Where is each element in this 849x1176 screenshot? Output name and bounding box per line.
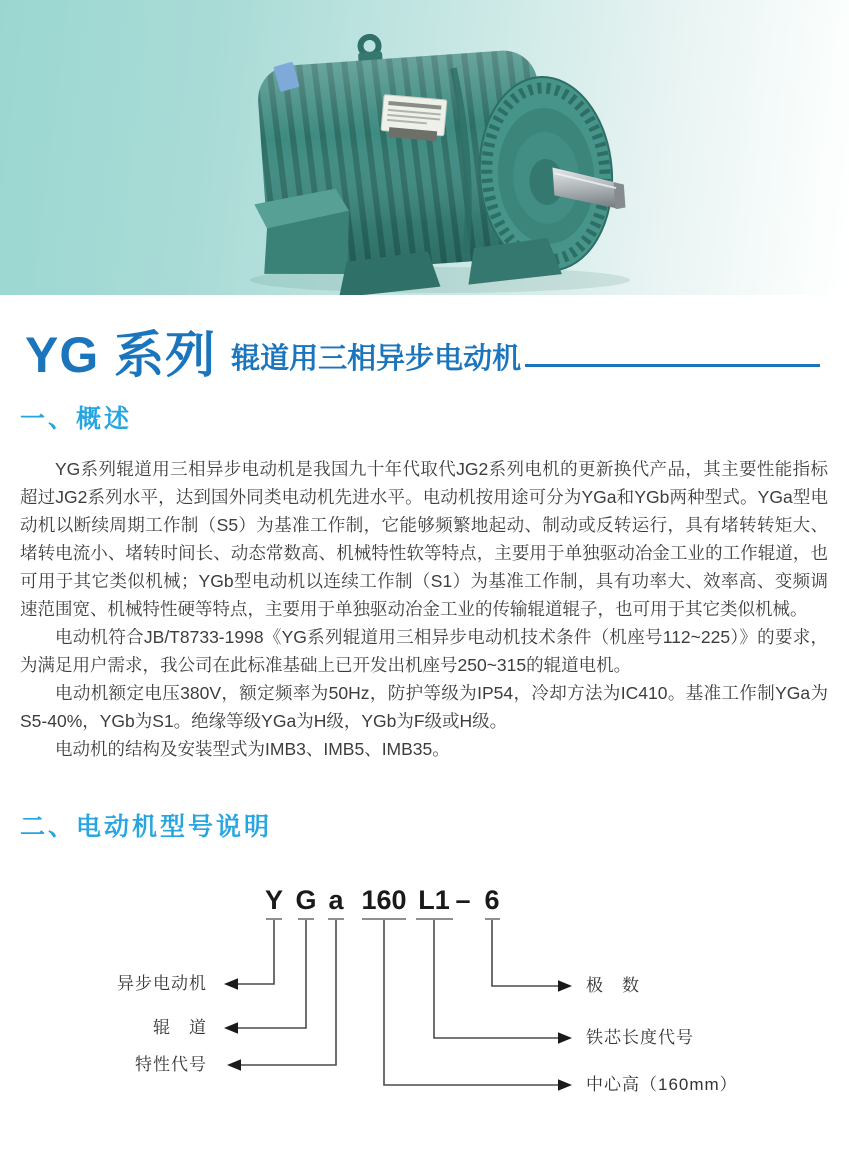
arrow-right-icon [558,980,572,992]
motor-nameplate [380,95,446,142]
title-row [25,322,820,383]
hero-banner [0,0,849,295]
label-core-length: 铁芯长度代号 [586,1028,694,1047]
model-code-part-poles: 6 [484,885,500,915]
model-code-part-frame: 160 [361,885,407,915]
connector-core-length [434,920,558,1038]
motor-photo [0,0,849,295]
connector-center-height [384,920,558,1085]
label-poles: 极 数 [586,976,640,995]
arrow-left-icon [224,978,238,990]
overview-paragraph-3: 电动机额定电压380V，额定频率为50Hz，防护等级为IP54，冷却方法为IC410。基准工作制YGa为S5-40%，YGb为S1。绝缘等级YGa为H级，YGb为F级或H级。 [20,683,828,731]
arrow-right-icon [558,1032,572,1044]
overview-paragraph-1: YG系列辊道用三相异步电动机是我国九十年代取代JG2系列电机的更新换代产品，其主要性能指标超过JG2系列水平，达到国外同类电动机先进水平。电动机按用途可分为YGa和YGb两种型式。YGa型电动机以断续周期工作制（S5）为基准工作制，它能够频繁地起动、制动或反转运行，具有堵转转矩大、堵转电流小、堵转时间长、动态常数高、机械特性软等特点，主要用于单独驱动冶金工业的工作辊道，也可用于其它类似机械；YGb型电动机以连续工作制（S1）为基准工作制，具有功率大、效率高、变频调速范围宽、机械特性硬等特点，主要用于单独驱动冶金工业的传输辊道辊子，也可用于其它类似机械。 [20,459,828,619]
label-center-height: 中心高（160mm） [586,1075,738,1094]
model-number-diagram [0,873,849,1120]
connector-feature-code [241,920,336,1065]
motor-group [243,20,630,295]
arrow-left-icon [224,1022,238,1034]
series-subtitle: 辊道用三相异步电动机 [231,343,522,376]
label-feature-code: 特性代号 [135,1055,207,1074]
overview-paragraph-4: 电动机的结构及安装型式为IMB3、IMB5、IMB35。 [55,739,450,759]
connector-roller [238,920,306,1028]
section-model-heading: 二、电动机型号说明 [20,813,273,841]
overview-paragraph-2: 电动机符合JB/T8733-1998《YG系列辊道用三相异步电动机技术条件（机座号112~225）》的要求，为满足用户需求，我公司在此标准基础上已开发出机座号250~315的辊道电机。 [20,627,828,675]
arrow-left-icon [227,1059,241,1071]
label-async-motor: 异步电动机 [117,974,207,993]
arrow-right-icon [558,1079,572,1091]
motor-shaft-tip [614,182,626,210]
overview-body [20,455,828,763]
model-code-part-a: a [328,885,344,915]
section-overview-heading: 一、概述 [20,405,133,433]
connector-poles [492,920,558,986]
title-rule [525,364,820,367]
label-roller: 辊 道 [153,1018,207,1037]
model-code-part-core: L1 [418,885,450,915]
model-code-part-g: G [295,885,317,915]
connector-async-motor [238,920,274,984]
model-code-part-dash: – [455,885,471,915]
series-title: YG 系列 [25,327,217,383]
model-code-part-y: Y [264,885,284,915]
